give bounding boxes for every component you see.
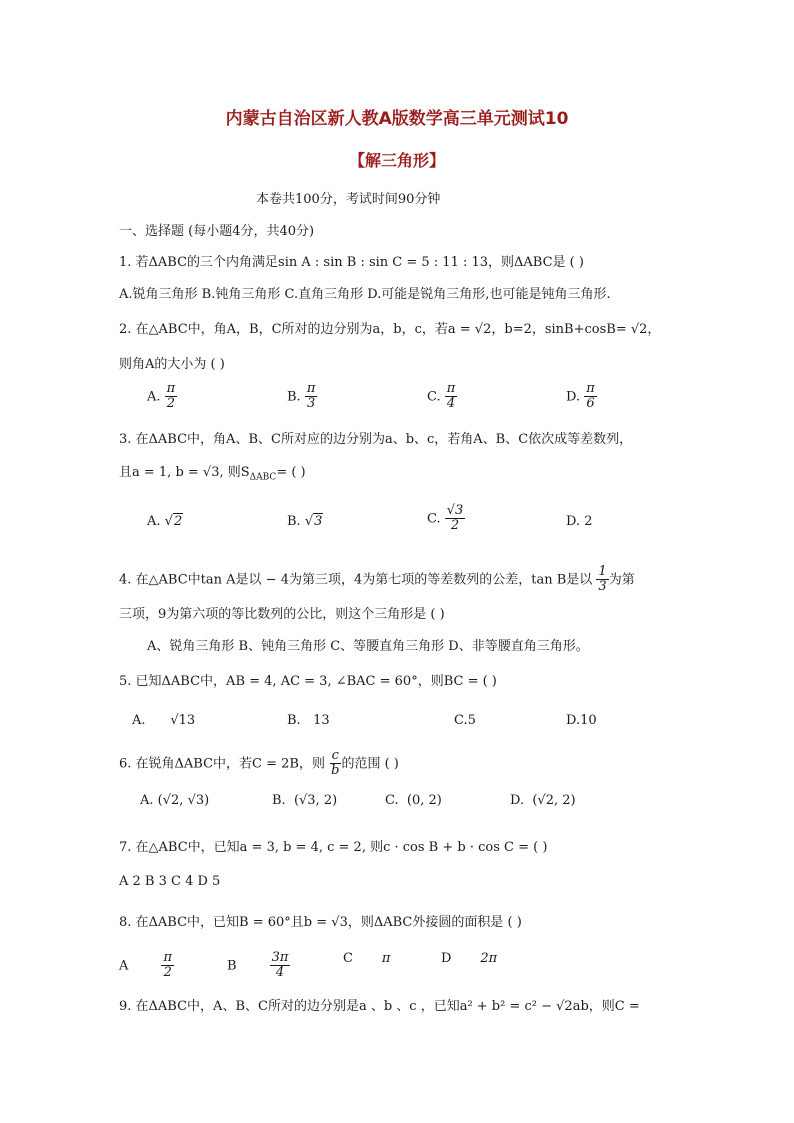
question-8-option-b: B $\frac{3\pi}{4}$ bbox=[227, 950, 289, 981]
section-heading: 一、选择题 (每小题4分，共40分) bbox=[119, 224, 315, 239]
question-6-option-c: C. (0, 2) bbox=[385, 793, 442, 808]
question-2-option-b: B. $\frac{\pi}{3}$ bbox=[287, 381, 316, 412]
question-3-option-b: B. √3 bbox=[287, 514, 323, 529]
question-8-option-d: D 2π bbox=[441, 951, 498, 966]
question-2: 2. 在△ABC中，角A，B，C所对的边分别为a，b，c，若a = √2，b=2，sinB+cosB= √2， bbox=[119, 322, 661, 337]
question-8-option-c: C π bbox=[343, 951, 391, 966]
question-2-option-a: A. $\frac{\pi}{2}$ bbox=[147, 381, 176, 412]
question-5-option-a: A. √13 bbox=[132, 713, 196, 728]
question-5: 5. 已知ΔABC中，AB = 4, AC = 3, ∠BAC = 60°，则BC = ( ) bbox=[119, 674, 497, 689]
question-6-option-d: D. (√2, 2) bbox=[510, 793, 576, 808]
question-7-options: A 2 B 3 C 4 D 5 bbox=[119, 874, 221, 889]
question-2-option-d: D. $\frac{\pi}{6}$ bbox=[566, 381, 595, 412]
question-5-option-b: B. 13 bbox=[287, 713, 330, 728]
question-6-option-a: A. (√2, √3) bbox=[140, 793, 210, 808]
question-1: 1. 若ΔABC的三个内角满足sin A : sin B : sin C = 5 : 11 : 13，则ΔABC是 ( ) bbox=[119, 255, 584, 270]
question-7: 7. 在△ABC中，已知a = 3, b = 4, c = 2, 则c · cos B + b · cos C = ( ) bbox=[119, 840, 548, 855]
question-8: 8. 在ΔABC中，已知B = 60°且b = √3，则ΔABC外接圆的面积是 ( ) bbox=[119, 915, 522, 930]
page-title: 内蒙古自治区新人教A版数学高三单元测试10 bbox=[225, 109, 569, 129]
question-3-option-c: C. $\frac{√3}{2}$ bbox=[427, 503, 464, 534]
question-2-line2: 则角A的大小为 ( ) bbox=[119, 357, 225, 372]
question-4: 4. 在△ABC中tan A是以 − 4为第三项，4为第七项的等差数列的公差，tan B是以 $\frac{1}{3}$ 为第 bbox=[119, 564, 635, 595]
question-6-option-b: B. (√3, 2) bbox=[272, 793, 338, 808]
question-5-option-d: D.10 bbox=[566, 713, 597, 728]
exam-info: 本卷共100分，考试时间90分钟 bbox=[256, 192, 441, 207]
question-4-options: A、锐角三角形 B、钝角三角形 C、等腰直角三角形 D、非等腰直角三角形。 bbox=[147, 639, 589, 654]
question-2-option-c: C. $\frac{\pi}{4}$ bbox=[427, 381, 456, 412]
question-5-option-c: C.5 bbox=[454, 713, 476, 728]
question-3-option-d: D. 2 bbox=[566, 514, 593, 529]
question-1-options: A.锐角三角形 B.钝角三角形 C.直角三角形 D.可能是锐角三角形,也可能是钝角三角形. bbox=[119, 287, 611, 302]
question-6: 6. 在锐角ΔABC中，若C = 2B，则 $\frac{c}{b}$ 的范围 ( ) bbox=[119, 748, 399, 779]
question-3: 3. 在ΔABC中，角A、B、C所对应的边分别为a、b、c，若角A、B、C依次成等差数列， bbox=[119, 432, 633, 447]
page-subtitle: 【解三角形】 bbox=[348, 151, 445, 170]
question-4-line2: 三项，9为第六项的等比数列的公比，则这个三角形是 ( ) bbox=[119, 607, 445, 622]
question-3-option-a: A. √2 bbox=[147, 514, 183, 529]
question-9: 9. 在ΔABC中，A、B、C所对的边分别是a 、b 、c ，已知a² + b² = c² − √2ab，则C = bbox=[119, 999, 640, 1014]
question-3-line2: 且a = 1, b = √3, 则$S_{\Delta ABC}=$ ( ) bbox=[119, 465, 306, 483]
question-8-option-a: A $\frac{\pi}{2}$ bbox=[119, 950, 172, 981]
